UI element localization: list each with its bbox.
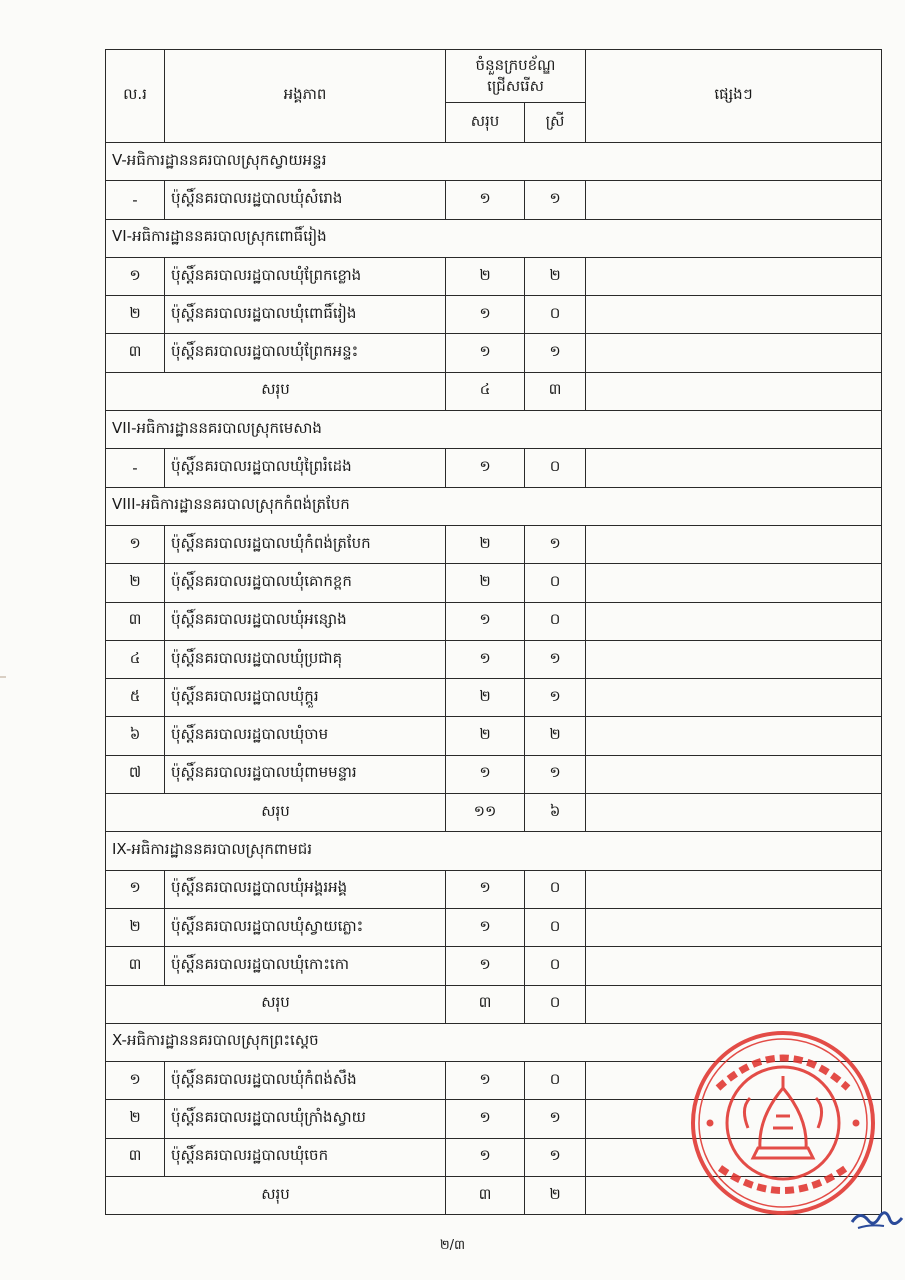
- section-label: X-អធិការដ្ឋាននគរបាលស្រុកព្រះស្ដេច: [106, 1023, 882, 1061]
- other-cell: [586, 372, 882, 410]
- other-cell: [586, 755, 882, 793]
- other-cell: [586, 908, 882, 946]
- table-row: [106, 257, 882, 295]
- count-female: ០: [525, 908, 586, 946]
- table-row: [106, 679, 882, 717]
- count-total: ២: [446, 525, 525, 563]
- edge-mark: [0, 676, 6, 678]
- count-total: ១: [446, 181, 525, 219]
- count-total: ១: [446, 334, 525, 372]
- total-count: ៣: [446, 985, 525, 1023]
- total-row: [106, 985, 882, 1023]
- other-cell: [586, 947, 882, 985]
- total-label: សរុប: [106, 372, 446, 410]
- other-cell: [586, 679, 882, 717]
- section-row: [106, 832, 882, 870]
- total-label: សរុប: [106, 1177, 446, 1215]
- row-number: ២: [106, 1100, 165, 1138]
- row-number: ៧: [106, 755, 165, 793]
- count-total: ១: [446, 908, 525, 946]
- row-number: ១: [106, 870, 165, 908]
- section-label: VII-អធិការដ្ឋាននគរបាលស្រុកមេសាង: [106, 411, 882, 449]
- section-row: [106, 487, 882, 525]
- other-cell: [586, 794, 882, 832]
- official-seal-icon: [688, 1028, 878, 1218]
- row-number: ២: [106, 564, 165, 602]
- total-count: ១១: [446, 794, 525, 832]
- total-label: សរុប: [106, 794, 446, 832]
- count-female: ១: [525, 1138, 586, 1176]
- count-total: ១: [446, 296, 525, 334]
- count-female: ១: [525, 525, 586, 563]
- count-female: ១: [525, 334, 586, 372]
- row-number: ១: [106, 257, 165, 295]
- section-label: IX-អធិការដ្ឋាននគរបាលស្រុកពាមជរ: [106, 832, 882, 870]
- row-number: ១: [106, 1062, 165, 1100]
- table-row: [106, 717, 882, 755]
- other-cell: [586, 717, 882, 755]
- count-total: ១: [446, 1100, 525, 1138]
- other-cell: [586, 985, 882, 1023]
- section-row: [106, 219, 882, 257]
- table-row: [106, 640, 882, 678]
- table-row: [106, 525, 882, 563]
- table-row: [106, 870, 882, 908]
- total-female: ៣: [525, 372, 586, 410]
- count-total: ២: [446, 717, 525, 755]
- table-row: [106, 602, 882, 640]
- count-female: ០: [525, 947, 586, 985]
- total-female: ០: [525, 985, 586, 1023]
- count-female: ២: [525, 717, 586, 755]
- page-number: ២/៣: [439, 1238, 466, 1253]
- row-number: -: [106, 181, 165, 219]
- count-female: ០: [525, 1062, 586, 1100]
- unit-name: ប៉ុស្តិ៍នគរបាលរដ្ឋបាលឃុំពោធិ៍រៀង: [165, 296, 446, 334]
- row-number: ១: [106, 525, 165, 563]
- count-total: ១: [446, 1062, 525, 1100]
- section-row: [106, 411, 882, 449]
- header-other: ផ្សេងៗ: [586, 50, 882, 143]
- unit-name: ប៉ុស្តិ៍នគរបាលរដ្ឋបាលឃុំក្ដួរ: [165, 679, 446, 717]
- other-cell: [586, 870, 882, 908]
- unit-name: ប៉ុស្តិ៍នគរបាលរដ្ឋបាលឃុំចាម: [165, 717, 446, 755]
- section-row: [106, 143, 882, 181]
- unit-name: ប៉ុស្តិ៍នគរបាលរដ្ឋបាលឃុំចេក: [165, 1138, 446, 1176]
- other-cell: [586, 449, 882, 487]
- row-number: ៤: [106, 640, 165, 678]
- row-number: ៥: [106, 679, 165, 717]
- unit-name: ប៉ុស្តិ៍នគរបាលរដ្ឋបាលឃុំកំពង់ត្របែក: [165, 525, 446, 563]
- unit-name: ប៉ុស្តិ៍នគរបាលរដ្ឋបាលឃុំពាមមន្ទារ: [165, 755, 446, 793]
- unit-name: ប៉ុស្តិ៍នគរបាលរដ្ឋបាលឃុំអង្គរអង្គ: [165, 870, 446, 908]
- count-female: ១: [525, 181, 586, 219]
- count-total: ១: [446, 449, 525, 487]
- other-cell: [586, 564, 882, 602]
- unit-name: ប៉ុស្តិ៍នគរបាលរដ្ឋបាលឃុំព្រែកអន្ទះ: [165, 334, 446, 372]
- count-total: ១: [446, 870, 525, 908]
- unit-name: ប៉ុស្តិ៍នគរបាលរដ្ឋបាលឃុំកំពង់សឹង: [165, 1062, 446, 1100]
- section-label: VIII-អធិការដ្ឋាននគរបាលស្រុកកំពង់ត្របែក: [106, 487, 882, 525]
- header-no: ល.រ: [106, 50, 165, 143]
- count-female: ០: [525, 449, 586, 487]
- unit-name: ប៉ុស្តិ៍នគរបាលរដ្ឋបាលឃុំស្វាយភ្លោះ: [165, 908, 446, 946]
- total-count: ៤: [446, 372, 525, 410]
- header-entity: អង្គភាព: [165, 50, 446, 143]
- count-female: ១: [525, 1100, 586, 1138]
- count-total: ១: [446, 602, 525, 640]
- unit-name: ប៉ុស្តិ៍នគរបាលរដ្ឋបាលឃុំគោកខ្ពក: [165, 564, 446, 602]
- other-cell: [586, 525, 882, 563]
- total-female: ២: [525, 1177, 586, 1215]
- unit-name: ប៉ុស្តិ៍នគរបាលរដ្ឋបាលឃុំព្រៃរំដេង: [165, 449, 446, 487]
- count-female: ០: [525, 870, 586, 908]
- row-number: ៣: [106, 334, 165, 372]
- unit-name: ប៉ុស្តិ៍នគរបាលរដ្ឋបាលឃុំក្រាំងស្វាយ: [165, 1100, 446, 1138]
- total-female: ៦: [525, 794, 586, 832]
- total-count: ៣: [446, 1177, 525, 1215]
- row-number: ២: [106, 296, 165, 334]
- count-total: ១: [446, 947, 525, 985]
- count-female: ០: [525, 602, 586, 640]
- other-cell: [586, 296, 882, 334]
- table-row: [106, 908, 882, 946]
- other-cell: [586, 640, 882, 678]
- other-cell: [586, 257, 882, 295]
- count-female: ២: [525, 257, 586, 295]
- unit-name: ប៉ុស្តិ៍នគរបាលរដ្ឋបាលឃុំអន្សោង: [165, 602, 446, 640]
- row-number: ៣: [106, 602, 165, 640]
- unit-name: ប៉ុស្តិ៍នគរបាលរដ្ឋបាលឃុំកោះកោ: [165, 947, 446, 985]
- section-label: V-អធិការដ្ឋាននគរបាលស្រុកស្វាយអន្ទរ: [106, 143, 882, 181]
- unit-name: ប៉ុស្តិ៍នគរបាលរដ្ឋបាលឃុំសំរោង: [165, 181, 446, 219]
- signature-icon: [850, 1200, 905, 1240]
- other-cell: [586, 602, 882, 640]
- table-row: [106, 334, 882, 372]
- row-number: ៣: [106, 1138, 165, 1176]
- unit-name: ប៉ុស្តិ៍នគរបាលរដ្ឋបាលឃុំព្រែកខ្លោង: [165, 257, 446, 295]
- table-row: [106, 564, 882, 602]
- count-female: ០: [525, 296, 586, 334]
- row-number: ២: [106, 908, 165, 946]
- count-female: ០: [525, 564, 586, 602]
- count-female: ១: [525, 679, 586, 717]
- total-label: សរុប: [106, 985, 446, 1023]
- header-total: សរុប: [446, 103, 525, 143]
- row-number: ៦: [106, 717, 165, 755]
- count-female: ១: [525, 755, 586, 793]
- total-row: [106, 794, 882, 832]
- count-total: ១: [446, 755, 525, 793]
- total-row: [106, 372, 882, 410]
- table-row: [106, 947, 882, 985]
- count-total: ១: [446, 1138, 525, 1176]
- header-female: ស្រី: [525, 103, 586, 143]
- table-row: [106, 449, 882, 487]
- header-count: ចំនួនក្របខ័ណ្ឌ ជ្រើសរើស: [446, 50, 586, 103]
- row-number: ៣: [106, 947, 165, 985]
- count-total: ២: [446, 679, 525, 717]
- table-row: [106, 181, 882, 219]
- section-label: VI-អធិការដ្ឋាននគរបាលស្រុកពោធិ៍រៀង: [106, 219, 882, 257]
- other-cell: [586, 181, 882, 219]
- count-total: ១: [446, 640, 525, 678]
- other-cell: [586, 334, 882, 372]
- table-row: [106, 296, 882, 334]
- count-total: ២: [446, 257, 525, 295]
- table-row: [106, 755, 882, 793]
- row-number: -: [106, 449, 165, 487]
- unit-name: ប៉ុស្តិ៍នគរបាលរដ្ឋបាលឃុំប្រជាគុ: [165, 640, 446, 678]
- count-female: ១: [525, 640, 586, 678]
- count-total: ២: [446, 564, 525, 602]
